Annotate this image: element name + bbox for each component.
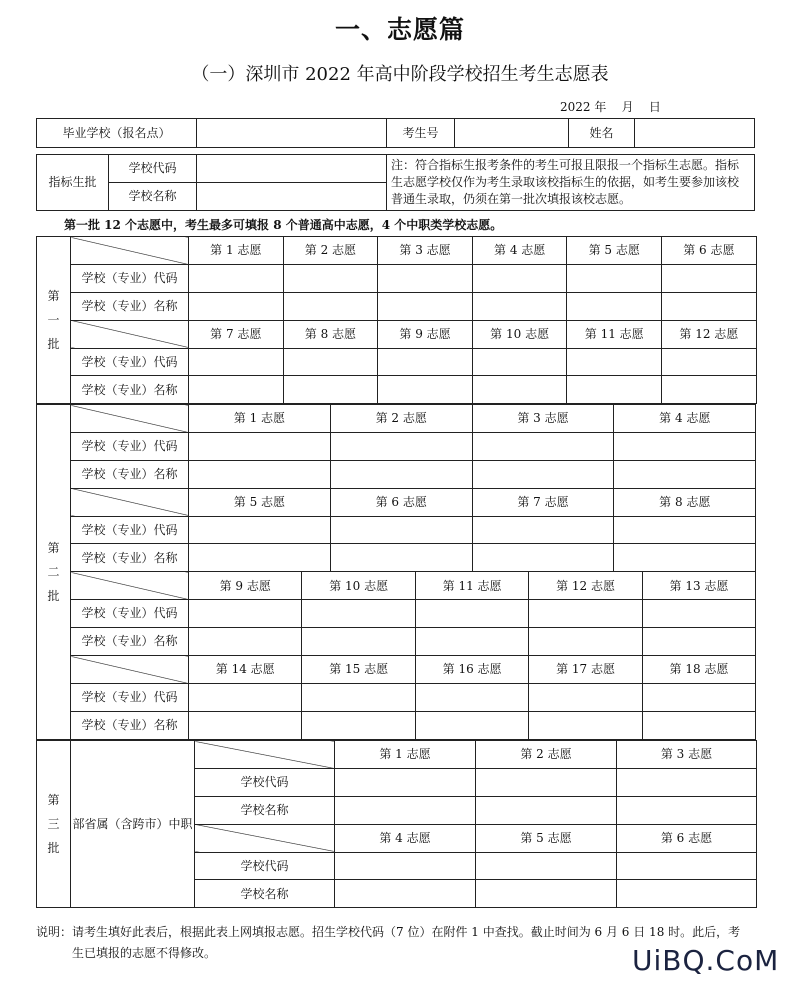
school-name-input[interactable] (283, 376, 378, 404)
batch3-label-char: 批 (47, 841, 60, 856)
school-code-input[interactable] (189, 432, 331, 460)
school-name-input[interactable] (189, 292, 284, 320)
diagonal-header-cell (71, 237, 189, 265)
row-label-code: 学校代码 (195, 852, 335, 880)
choice-header: 第 2 志愿 (330, 405, 472, 433)
school-code-input[interactable] (330, 516, 472, 544)
choice-header: 第 5 志愿 (476, 824, 617, 852)
row-label-code: 学校（专业）代码 (71, 432, 189, 460)
school-name-input[interactable] (283, 292, 378, 320)
choice-header: 第 3 志愿 (617, 741, 757, 769)
quota-code-input[interactable] (197, 155, 387, 183)
batch1-label-char: 第 (47, 289, 60, 304)
batch3-label-char: 三 (47, 817, 60, 832)
batch3-side (37, 741, 71, 908)
exam-no-input[interactable] (455, 119, 569, 148)
school-code-input[interactable] (662, 348, 757, 376)
batch2-label-char: 批 (47, 588, 60, 603)
school-name-input[interactable] (189, 376, 284, 404)
school-code-input[interactable] (642, 683, 755, 711)
choice-header: 第 9 志愿 (378, 320, 473, 348)
choice-header: 第 10 志愿 (472, 320, 567, 348)
school-code-input[interactable] (476, 768, 617, 796)
school-code-input[interactable] (614, 516, 756, 544)
school-code-input[interactable] (472, 348, 567, 376)
school-name-input[interactable] (472, 544, 614, 572)
school-code-input[interactable] (472, 264, 567, 292)
school-name-input[interactable] (189, 711, 302, 739)
school-name-input[interactable] (472, 376, 567, 404)
school-code-input[interactable] (529, 683, 642, 711)
school-code-input[interactable] (330, 432, 472, 460)
row-label-code: 学校（专业）代码 (71, 600, 189, 628)
batch3-table (36, 740, 757, 908)
school-name-input[interactable] (476, 796, 617, 824)
row-label-code: 学校（专业）代码 (71, 348, 189, 376)
batch2-table (36, 404, 756, 740)
choice-header: 第 4 志愿 (335, 824, 476, 852)
school-name-input[interactable] (529, 628, 642, 656)
diagonal-header-cell (71, 572, 189, 600)
choice-header: 第 10 志愿 (302, 572, 415, 600)
batch3-sub-label: 部省属（含跨市）中职 (71, 741, 195, 908)
school-name-input[interactable] (529, 711, 642, 739)
batch1-side (37, 237, 71, 404)
school-code-input[interactable] (189, 600, 302, 628)
choice-header: 第 3 志愿 (378, 237, 473, 265)
school-name-input[interactable] (614, 544, 756, 572)
batch1-label-char: 一 (47, 313, 60, 328)
choice-header: 第 11 志愿 (415, 572, 528, 600)
diagonal-header-cell (195, 824, 335, 852)
row-label-name: 学校（专业）名称 (71, 544, 189, 572)
footer-line-1: 说明：请考生填好此表后，根据此表上网填报志愿。招生学校代码（7 位）在附件 1 中查找。截止时间为 6 月 6 日 18 时。此后，考 (36, 925, 741, 939)
row-label-name: 学校（专业）名称 (71, 376, 189, 404)
diagonal-header-cell (195, 741, 335, 769)
choice-header: 第 7 志愿 (189, 320, 284, 348)
batch2-side (37, 405, 71, 740)
choice-header: 第 12 志愿 (662, 320, 757, 348)
choice-header: 第 5 志愿 (567, 237, 662, 265)
school-name-input[interactable] (415, 711, 528, 739)
page-title: 一、志愿篇 (334, 15, 465, 44)
school-name-input[interactable] (567, 376, 662, 404)
school-name-input[interactable] (567, 292, 662, 320)
choice-header: 第 17 志愿 (529, 656, 642, 684)
choice-header: 第 8 志愿 (614, 488, 756, 516)
row-label-code: 学校（专业）代码 (71, 683, 189, 711)
school-code-input[interactable] (415, 600, 528, 628)
batch3-label (37, 788, 70, 860)
school-code-input[interactable] (472, 516, 614, 544)
school-name-input[interactable] (302, 711, 415, 739)
school-code-input[interactable] (335, 852, 476, 880)
choice-header: 第 3 志愿 (472, 405, 614, 433)
choice-header: 第 8 志愿 (283, 320, 378, 348)
info-table (36, 118, 755, 148)
choice-header: 第 5 志愿 (189, 488, 331, 516)
school-code-input[interactable] (567, 348, 662, 376)
school-name-input[interactable] (189, 460, 331, 488)
school-name-input[interactable] (472, 292, 567, 320)
exam-no-label: 考生号 (387, 119, 455, 148)
row-label-code: 学校（专业）代码 (71, 516, 189, 544)
school-code-input[interactable] (472, 432, 614, 460)
school-label: 毕业学校（报名点） (37, 119, 197, 148)
choice-header: 第 11 志愿 (567, 320, 662, 348)
school-code-input[interactable] (302, 600, 415, 628)
row-label-code: 学校（专业）代码 (71, 264, 189, 292)
choice-header: 第 2 志愿 (476, 741, 617, 769)
name-label: 姓名 (569, 119, 635, 148)
choice-header: 第 16 志愿 (415, 656, 528, 684)
school-code-input[interactable] (476, 852, 617, 880)
school-code-input[interactable] (189, 683, 302, 711)
row-label-name: 学校（专业）名称 (71, 628, 189, 656)
choice-header: 第 1 志愿 (189, 405, 331, 433)
batch2-label-char: 第 (47, 540, 60, 555)
choice-header: 第 6 志愿 (617, 824, 757, 852)
school-name-input[interactable] (476, 880, 617, 908)
school-code-input[interactable] (567, 264, 662, 292)
school-code-input[interactable] (283, 264, 378, 292)
choice-header: 第 1 志愿 (335, 741, 476, 769)
choice-header: 第 6 志愿 (662, 237, 757, 265)
quota-name-label: 学校名称 (109, 183, 197, 211)
school-code-input[interactable] (283, 348, 378, 376)
school-code-input[interactable] (617, 768, 757, 796)
choice-header: 第 6 志愿 (330, 488, 472, 516)
batch1-label-char: 批 (47, 337, 60, 352)
quota-note: 注：符合指标生报考条件的考生可报且限报一个指标生志愿。指标生志愿学校仅作为考生录取该校指标生的依据，如考生要参加该校普通生录取，仍须在第一批次填报该校志愿。 (387, 155, 755, 211)
footer-line-2: 生已填报的志愿不得修改。 (72, 946, 217, 960)
choice-header: 第 2 志愿 (283, 237, 378, 265)
school-name-input[interactable] (378, 376, 473, 404)
choice-header: 第 7 志愿 (472, 488, 614, 516)
school-name-input[interactable] (617, 880, 757, 908)
school-code-input[interactable] (189, 264, 284, 292)
school-name-input[interactable] (662, 376, 757, 404)
choice-header: 第 12 志愿 (529, 572, 642, 600)
school-name-input[interactable] (330, 544, 472, 572)
choice-header: 第 4 志愿 (614, 405, 756, 433)
row-label-name: 学校（专业）名称 (71, 292, 189, 320)
school-code-input[interactable] (614, 432, 756, 460)
row-label-name: 学校名称 (195, 880, 335, 908)
batch2-label-char: 二 (47, 564, 60, 579)
school-code-input[interactable] (415, 683, 528, 711)
school-name-input[interactable] (335, 796, 476, 824)
row-label-name: 学校（专业）名称 (71, 711, 189, 739)
quota-name-input[interactable] (197, 183, 387, 211)
school-name-input[interactable] (378, 292, 473, 320)
diagonal-header-cell (71, 488, 189, 516)
school-name-input[interactable] (617, 796, 757, 824)
row-label-name: 学校名称 (195, 796, 335, 824)
diagonal-header-cell (71, 656, 189, 684)
choice-header: 第 1 志愿 (189, 237, 284, 265)
school-name-input[interactable] (302, 628, 415, 656)
choice-header: 第 13 志愿 (642, 572, 755, 600)
school-code-input[interactable] (378, 348, 473, 376)
date-line: 2022 年 月 日 (560, 100, 661, 114)
batch3-label-char: 第 (47, 793, 60, 808)
school-code-input[interactable] (642, 600, 755, 628)
school-code-input[interactable] (335, 768, 476, 796)
name-input[interactable] (635, 119, 755, 148)
school-name-input[interactable] (189, 544, 331, 572)
school-name-input[interactable] (330, 460, 472, 488)
choice-header: 第 4 志愿 (472, 237, 567, 265)
batch1-table (36, 236, 757, 404)
row-label-code: 学校代码 (195, 768, 335, 796)
form-subtitle: （一）深圳市 2022 年高中阶段学校招生考生志愿表 (191, 64, 609, 85)
school-name-input[interactable] (662, 292, 757, 320)
school-code-input[interactable] (378, 264, 473, 292)
school-name-input[interactable] (335, 880, 476, 908)
diagonal-header-cell (71, 405, 189, 433)
school-code-input[interactable] (189, 348, 284, 376)
choice-header: 第 9 志愿 (189, 572, 302, 600)
watermark: UiBQ.CoM (632, 944, 780, 977)
school-code-input[interactable] (189, 516, 331, 544)
school-code-input[interactable] (662, 264, 757, 292)
school-name-input[interactable] (472, 460, 614, 488)
batch1-label (37, 284, 70, 356)
school-name-input[interactable] (614, 460, 756, 488)
quota-table (36, 154, 755, 211)
quota-code-label: 学校代码 (109, 155, 197, 183)
batch2-label (37, 536, 70, 608)
school-name-input[interactable] (415, 628, 528, 656)
school-code-input[interactable] (302, 683, 415, 711)
choice-header: 第 15 志愿 (302, 656, 415, 684)
choice-header: 第 14 志愿 (189, 656, 302, 684)
row-label-name: 学校（专业）名称 (71, 460, 189, 488)
school-input[interactable] (197, 119, 387, 148)
choice-header: 第 18 志愿 (642, 656, 755, 684)
school-code-input[interactable] (529, 600, 642, 628)
diagonal-header-cell (71, 320, 189, 348)
school-code-input[interactable] (617, 852, 757, 880)
school-name-input[interactable] (642, 711, 755, 739)
quota-batch-label: 指标生批 (37, 155, 109, 211)
school-name-input[interactable] (189, 628, 302, 656)
school-name-input[interactable] (642, 628, 755, 656)
batch1-caption: 第一批 12 个志愿中，考生最多可填报 8 个普通高中志愿，4 个中职类学校志愿。 (64, 218, 503, 232)
